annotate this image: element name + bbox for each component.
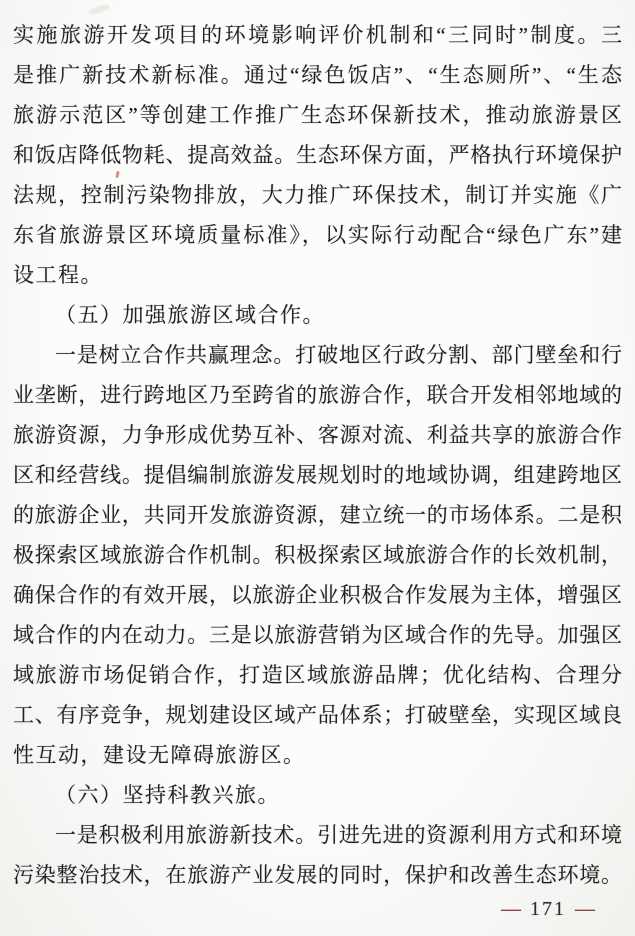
text-line: 实施旅游开发项目的环境影响评价机制和“三同时”制度。三 xyxy=(13,23,622,47)
page-number-value: 171 xyxy=(530,898,566,920)
text-line: 污染整治技术，在旅游产业发展的同时，保护和改善生态环境。 xyxy=(13,863,622,887)
page-number-right-dash: — xyxy=(575,898,595,920)
text-line: 旅游示范区”等创建工作推广生态环保新技术，推动旅游景区 xyxy=(13,103,622,127)
text-line: （五）加强旅游区域合作。 xyxy=(55,303,325,327)
text-line: 域合作的内在动力。三是以旅游营销为区域合作的先导。加强区 xyxy=(13,623,622,647)
text-line: 旅游资源，力争形成优势互补、客源对流、利益共享的旅游合作 xyxy=(13,423,622,447)
text-line: 一是树立合作共赢理念。打破地区行政分割、部门壁垒和行 xyxy=(55,343,622,367)
page-number-left-dash: — xyxy=(501,898,521,920)
page-number xyxy=(13,896,622,922)
text-line: 的旅游企业，共同开发旅游资源，建立统一的市场体系。二是积 xyxy=(13,503,622,527)
text-line: 和饭店降低物耗、提高效益。生态环保方面，严格执行环境保护 xyxy=(13,143,622,167)
text-block xyxy=(13,15,622,895)
text-line: （六）坚持科教兴旅。 xyxy=(55,783,280,807)
text-line: 是推广新技术新标准。通过“绿色饭店”、“生态厕所”、“生态 xyxy=(13,63,622,87)
text-line: 域旅游市场促销合作，打造区域旅游品牌；优化结构、合理分 xyxy=(13,663,622,687)
text-line: 东省旅游景区环境质量标准》，以实际行动配合“绿色广东”建 xyxy=(13,223,622,247)
text-line: 性互动，建设无障碍旅游区。 xyxy=(13,743,306,767)
text-line: 工、有序竞争，规划建设区域产品体系；打破壁垒，实现区域良 xyxy=(13,703,622,727)
text-line: 法规，控制污染物排放，大力推广环保技术，制订并实施《广 xyxy=(13,183,622,207)
text-line: 业垄断，进行跨地区乃至跨省的旅游合作，联合开发相邻地域的 xyxy=(13,383,622,407)
text-line: 一是积极利用旅游新技术。引进先进的资源利用方式和环境 xyxy=(55,823,622,847)
text-line: 极探索区域旅游合作机制。积极探索区域旅游合作的长效机制， xyxy=(13,543,622,567)
text-line: 设工程。 xyxy=(13,263,103,287)
text-line: 区和经营线。提倡编制旅游发展规划时的地域协调，组建跨地区 xyxy=(13,463,622,487)
text-line: 确保合作的有效开展，以旅游企业积极合作发展为主体，增强区 xyxy=(13,583,622,607)
